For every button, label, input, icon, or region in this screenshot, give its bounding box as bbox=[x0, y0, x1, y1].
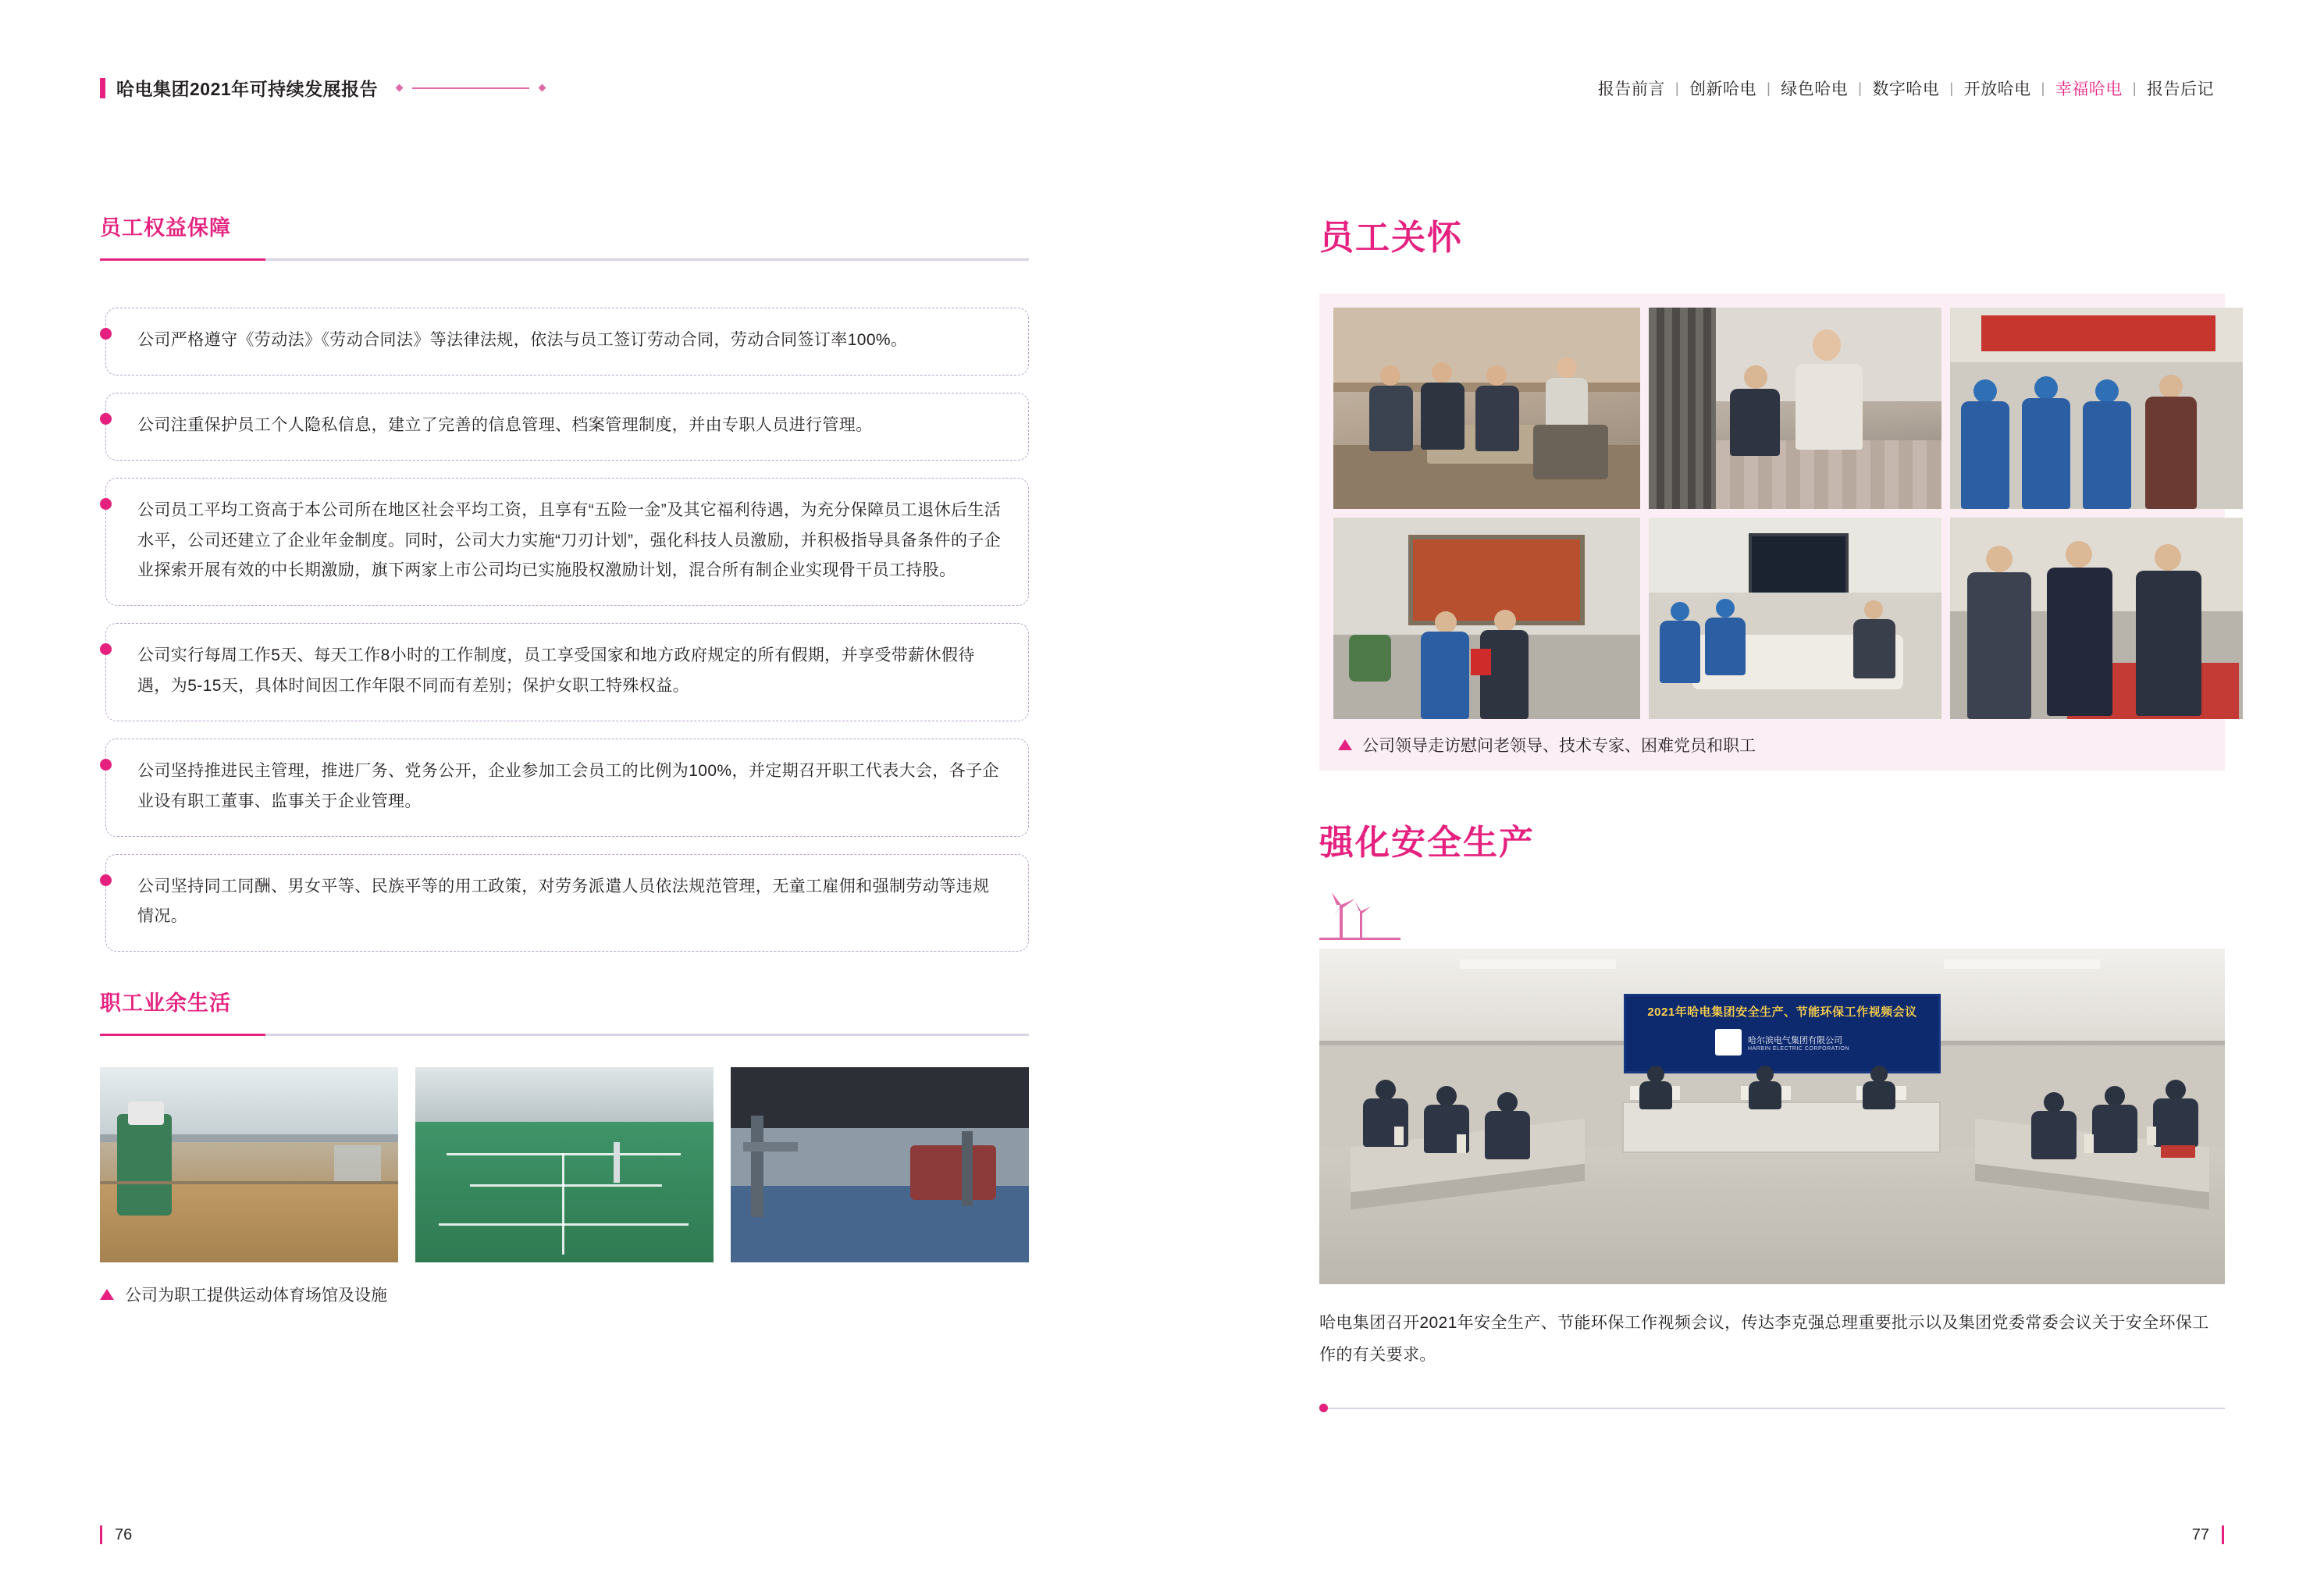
report-title: 哈电集团2021年可持续发展报告 bbox=[116, 79, 379, 99]
page-header bbox=[100, 75, 2224, 106]
fitness-room-photo bbox=[731, 1067, 1029, 1262]
company-logo-icon bbox=[1715, 1029, 1742, 1055]
bullet-dot-icon bbox=[100, 498, 112, 510]
list-item bbox=[100, 478, 1029, 607]
bullet-dot-icon bbox=[100, 328, 112, 340]
page-number-left bbox=[100, 1525, 132, 1544]
header-rule bbox=[412, 87, 529, 89]
banner-company-en: HARBIN ELECTRIC CORPORATION bbox=[1747, 1045, 1850, 1052]
home-visit-photo-2 bbox=[1649, 308, 1941, 509]
workshop-visit-photo bbox=[1950, 308, 2243, 509]
right-page-content bbox=[1319, 209, 2225, 1409]
nav-separator: | bbox=[2132, 80, 2137, 96]
header-accent-bar bbox=[100, 78, 105, 98]
header-title-group bbox=[100, 75, 545, 101]
section-underline bbox=[100, 258, 1029, 261]
award-ceremony-photo bbox=[1333, 518, 1640, 719]
bullet-dot-icon bbox=[100, 759, 112, 771]
caption-text: 公司为职工提供运动体育场馆及设施 bbox=[125, 1287, 387, 1305]
home-visit-photo-1 bbox=[1333, 308, 1640, 509]
section-title-leisure-life: 职工业余生活 bbox=[100, 991, 231, 1016]
section-title-employee-rights: 员工权益保障 bbox=[100, 216, 231, 240]
bullet-text: 公司坚持推进民主管理，推进厂务、党务公开，企业参加工会员工的比例为100%，并定期召开职工代表大会，各子企业设有职工董事、监事关于企业管理。 bbox=[105, 739, 1029, 837]
nav-item-digital[interactable]: 数字哈电 bbox=[1872, 80, 1940, 98]
badminton-court-photo bbox=[415, 1067, 714, 1262]
nav-separator: | bbox=[1767, 80, 1771, 96]
nav-separator: | bbox=[1949, 80, 1954, 96]
footer-accent-bar bbox=[2222, 1525, 2224, 1544]
conference-banner bbox=[1624, 994, 1941, 1073]
subsection-header bbox=[100, 986, 1029, 1036]
bullet-dot-icon bbox=[100, 874, 112, 886]
list-item bbox=[100, 393, 1029, 461]
windmill-icon bbox=[1319, 891, 1413, 941]
header-decoration bbox=[397, 85, 545, 91]
safety-description: 哈电集团召开2021年安全生产、节能环保工作视频会议，传达李克强总理重要批示以及集团党委常委会议关于安全环保工作的有关要求。 bbox=[1319, 1314, 2209, 1364]
care-photo-panel bbox=[1319, 294, 2225, 771]
list-item bbox=[100, 854, 1029, 952]
bullet-text: 公司严格遵守《劳动法》《劳动合同法》等法律法规，依法与员工签订劳动合同，劳动合同签订率100%。 bbox=[105, 308, 1029, 376]
page-number-text: 76 bbox=[115, 1525, 133, 1543]
leisure-photo-row bbox=[100, 1067, 1029, 1262]
left-page-content bbox=[100, 211, 1029, 1306]
care-photo-caption bbox=[1333, 733, 2211, 761]
diamond-icon bbox=[539, 84, 546, 92]
section-divider bbox=[1319, 1408, 2225, 1409]
page-number-right bbox=[2192, 1525, 2224, 1544]
nav-separator: | bbox=[1674, 80, 1680, 96]
bullet-list bbox=[100, 308, 1029, 952]
handshake-visit-photo bbox=[1950, 518, 2243, 719]
safety-video-conference-photo bbox=[1319, 949, 2225, 1284]
nav-separator: | bbox=[1858, 80, 1863, 96]
list-item bbox=[100, 308, 1029, 376]
chapter-nav[interactable] bbox=[1588, 77, 2224, 100]
banner-title: 2021年哈电集团安全生产、节能环保工作视频会议 bbox=[1647, 1006, 1917, 1019]
basketball-gym-photo bbox=[100, 1067, 398, 1262]
diamond-icon bbox=[396, 84, 404, 92]
bullet-text: 公司员工平均工资高于本公司所在地区社会平均工资，且享有“五险一金”及其它福利待遇，为充分保障员工退休后生活水平，公司还建立了企业年金制度。同时，公司大力实施“刀刃计划”，强化科技人员激励，并积极指导具备条件的子企业探索开展有效的中长期激励，旗下两家上市公司均已实施股权激励计划，混合所有制企业实现骨干员工持股。 bbox=[105, 478, 1029, 607]
triangle-bullet-icon bbox=[100, 1289, 114, 1300]
section-title-safety-production: 强化安全生产 bbox=[1319, 824, 1535, 862]
divider-dot-icon bbox=[1319, 1404, 1328, 1412]
nav-item-open[interactable]: 开放哈电 bbox=[1963, 80, 2031, 98]
bullet-text: 公司实行每周工作5天、每天工作8小时的工作制度，员工享受国家和地方政府规定的所有假期，并享受带薪休假待遇，为5-15天，具体时间因工作年限不同而有差别；保护女职工特殊权益。 bbox=[105, 623, 1029, 721]
section-underline bbox=[100, 1034, 1029, 1036]
section-title-employee-care: 员工关怀 bbox=[1319, 219, 1463, 257]
caption-text: 公司领导走访慰问老领导、技术专家、困难党员和职工 bbox=[1362, 737, 1756, 755]
nav-item-preface[interactable]: 报告前言 bbox=[1597, 80, 1665, 98]
nav-item-happy[interactable]: 幸福哈电 bbox=[2055, 80, 2123, 98]
safety-section bbox=[1319, 814, 2225, 1409]
nav-item-postscript[interactable]: 报告后记 bbox=[2147, 80, 2214, 98]
footer-accent-bar bbox=[100, 1525, 102, 1544]
page-number-text: 77 bbox=[2191, 1525, 2209, 1543]
bullet-text: 公司坚持同工同酬、男女平等、民族平等的用工政策，对劳务派遣人员依法规范管理，无童工雇佣和强制劳动等违规情况。 bbox=[105, 854, 1029, 952]
list-item bbox=[100, 623, 1029, 721]
triangle-bullet-icon bbox=[1338, 739, 1352, 750]
bullet-text: 公司注重保护员工个人隐私信息，建立了完善的信息管理、档案管理制度，并由专职人员进行管理。 bbox=[105, 393, 1029, 461]
care-photo-grid bbox=[1333, 308, 2211, 719]
nav-item-innovation[interactable]: 创新哈电 bbox=[1689, 80, 1757, 98]
leisure-photo-caption bbox=[100, 1283, 1029, 1306]
nav-item-green[interactable]: 绿色哈电 bbox=[1781, 80, 1849, 98]
bullet-dot-icon bbox=[100, 413, 112, 425]
list-item bbox=[100, 739, 1029, 837]
banner-company-cn: 哈尔滨电气集团有限公司 bbox=[1747, 1035, 1842, 1045]
meeting-room-photo bbox=[1649, 518, 1941, 719]
nav-separator: | bbox=[2041, 80, 2045, 96]
windmill-decoration bbox=[1319, 891, 2225, 941]
